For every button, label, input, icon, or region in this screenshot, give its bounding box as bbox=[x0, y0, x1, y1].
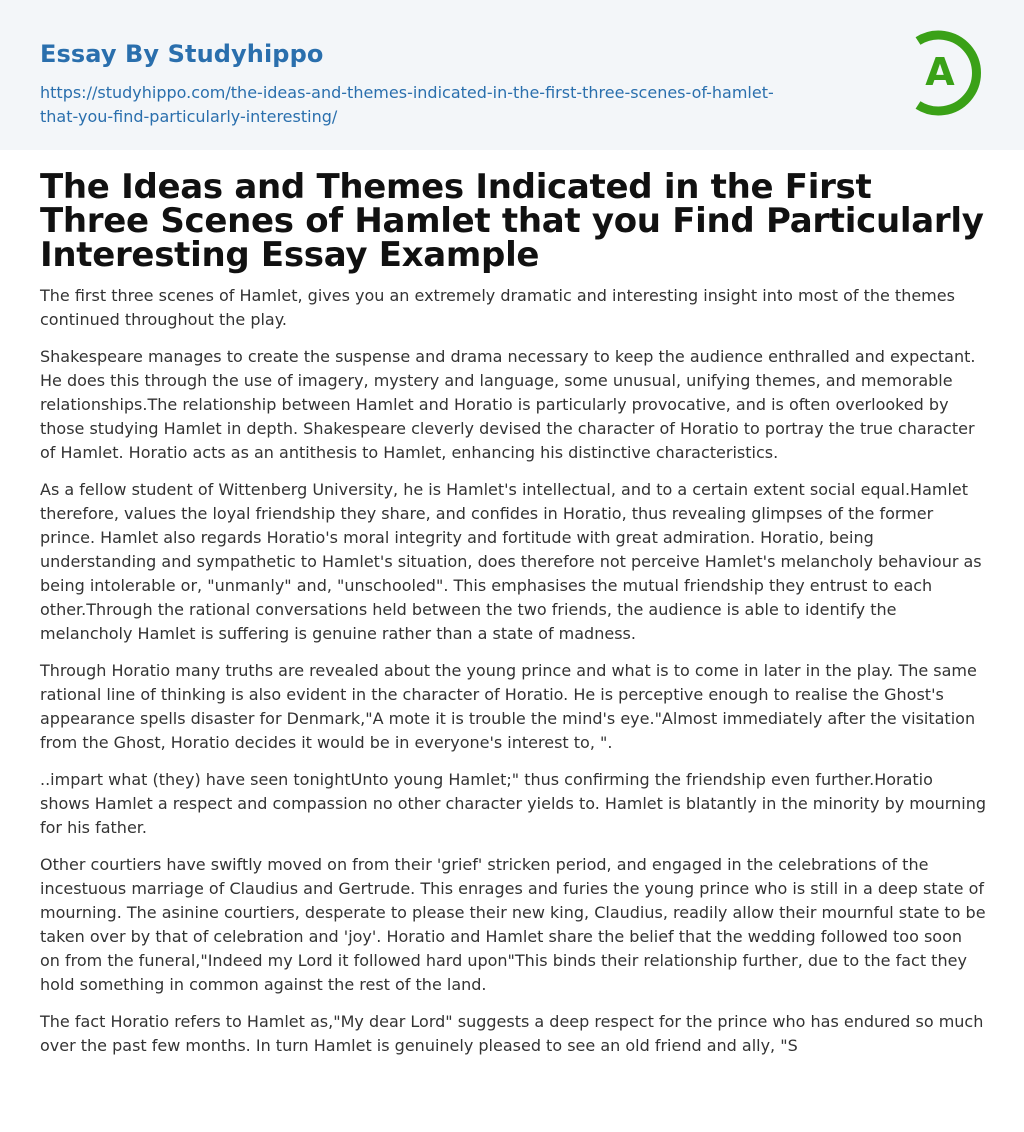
article-paragraph: Other courtiers have swiftly moved on from their 'grief' stricken period, and engaged in the celebrations of the incestuous marriage of Claudius and Gertrude. This enrages and furies the young prince who is still in a deep state of mourning. The asinine courtiers, desperate to please their new king, Claudius, readily allow their mournful state to be taken over by that of celebration and 'joy'. Horatio and Hamlet share the belief that the wedding followed too soon on from the funeral,"Indeed my Lord it followed hard upon"This binds their relationship further, due to the fact they hold something in common against the rest of the land. bbox=[40, 855, 986, 994]
site-header bbox=[0, 0, 1024, 150]
source-url-line-2: that-you-find-particularly-interesting/ bbox=[40, 107, 338, 126]
article-paragraph: Through Horatio many truths are revealed about the young prince and what is to come in later in the play. The same rational line of thinking is also evident in the character of Horatio. He is perceptive enough to realise the Ghost's appearance spells disaster for Denmark,"A mote it is trouble the mind's eye."Almost immediately after the visitation from the Ghost, Horatio decides it would be in everyone's interest to, ". bbox=[40, 661, 977, 752]
site-brand[interactable]: Essay By Studyhippo bbox=[40, 40, 324, 68]
article-paragraph: The fact Horatio refers to Hamlet as,"My dear Lord" suggests a deep respect for the prince who has endured so much over the past few months. In turn Hamlet is genuinely pleased to see an old friend and ally, "S bbox=[40, 1012, 984, 1055]
article-paragraph: ..impart what (they) have seen tonightUnto young Hamlet;" thus confirming the friendship even further.Horatio shows Hamlet a respect and compassion no other character yields to. Hamlet is blatantly in the minority by mourning for his father. bbox=[40, 770, 986, 837]
logo-letter: A bbox=[925, 50, 955, 94]
studyhippo-logo-icon[interactable] bbox=[898, 29, 988, 117]
source-url-link[interactable] bbox=[40, 81, 840, 129]
article-title: The Ideas and Themes Indicated in the First Three Scenes of Hamlet that you Find Particularly Interesting Essay Example bbox=[40, 167, 984, 275]
article-paragraph: The first three scenes of Hamlet, gives you an extremely dramatic and interesting insight into most of the themes continued throughout the play. bbox=[40, 286, 955, 329]
article bbox=[40, 167, 986, 1058]
source-url-line-1: https://studyhippo.com/the-ideas-and-themes-indicated-in-the-first-three-scenes-of-hamlet- bbox=[40, 83, 774, 102]
article-paragraph: As a fellow student of Wittenberg University, he is Hamlet's intellectual, and to a certain extent social equal.Hamlet therefore, values the loyal friendship they share, and confides in Horatio, thus revealing glimpses of the former prince. Hamlet also regards Horatio's moral integrity and fortitude with great admiration. Horatio, being understanding and sympathetic to Hamlet's situation, does therefore not perceive Hamlet's melancholy behaviour as being intolerable or, "unmanly" and, "unschooled". This emphasises the mutual friendship they entrust to each other.Through the rational conversations held between the two friends, the audience is able to identify the melancholy Hamlet is suffering is genuine rather than a state of madness. bbox=[40, 480, 982, 643]
article-paragraph: Shakespeare manages to create the suspense and drama necessary to keep the audience enthralled and expectant. He does this through the use of imagery, mystery and language, some unusual, unifying themes, and memorable relationships.The relationship between Hamlet and Horatio is particularly provocative, and is often overlooked by those studying Hamlet in depth. Shakespeare cleverly devised the character of Horatio to portray the true character of Hamlet. Horatio acts as an antithesis to Hamlet, enhancing his distinctive characteristics. bbox=[40, 347, 976, 462]
